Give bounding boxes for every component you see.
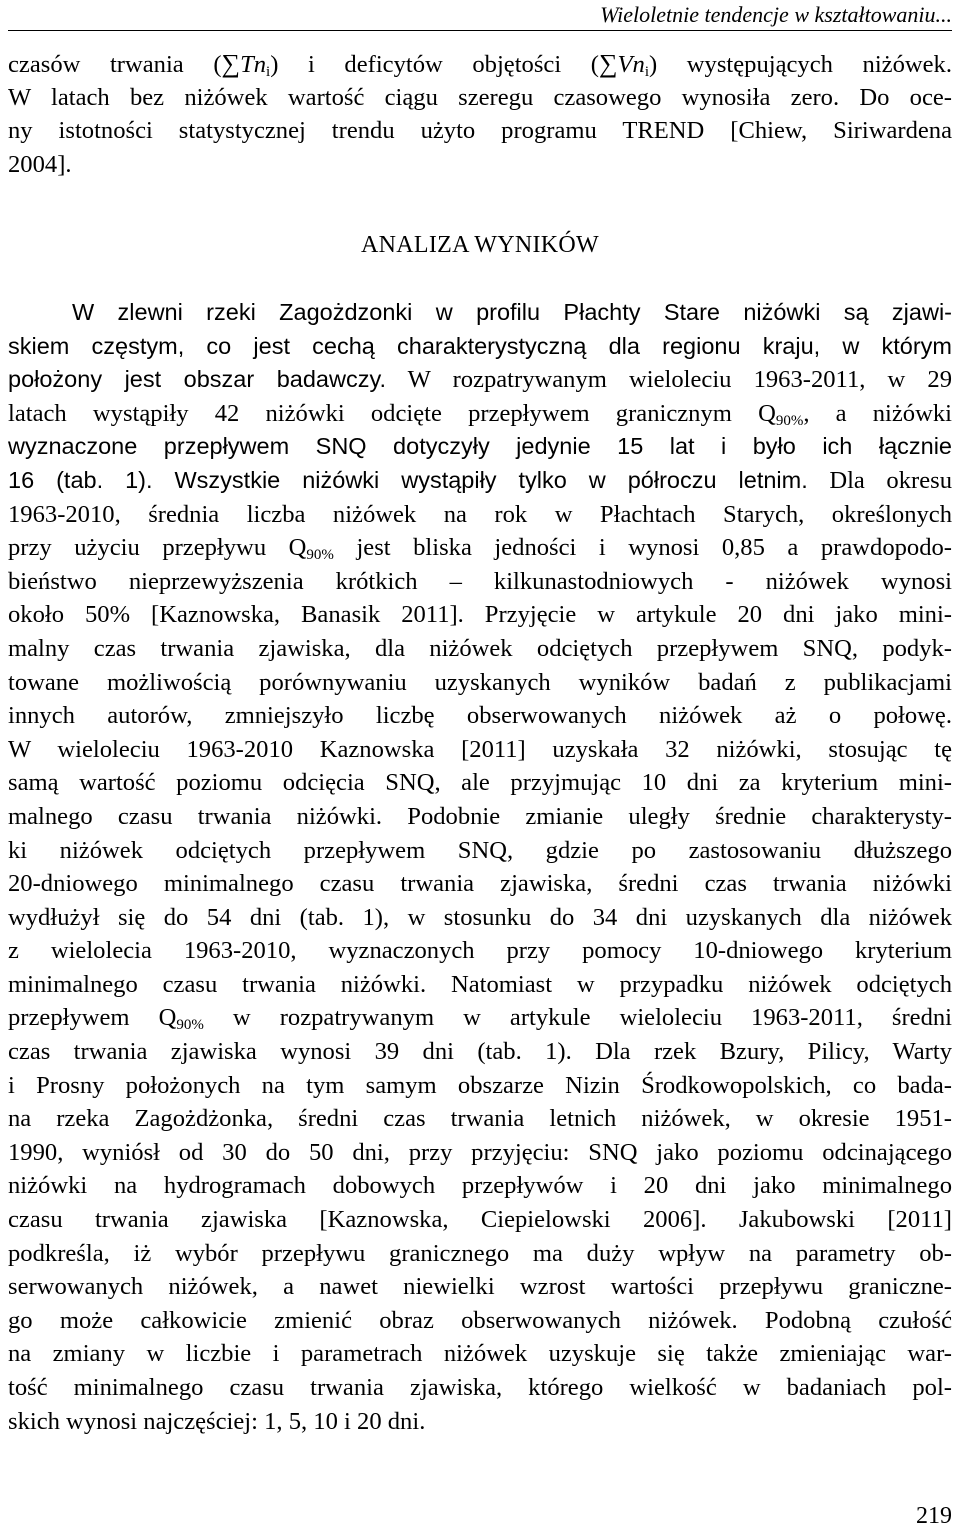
vn-subscript: i bbox=[644, 64, 649, 80]
body-line-5: wyznaczone przepływem SNQ dotyczyły jedynie 15 lat i było ich łącznie bbox=[8, 433, 952, 460]
body-line-12: towane możliwością porównywaniu uzyskanych wyników badań z publikacjami bbox=[8, 668, 952, 696]
body-line-4-text: latach wystąpiły 42 niżówki odcięte przepływem granicznym Q bbox=[8, 399, 776, 427]
body-line-2: skiem częstym, co jest cechą charakterystyczną dla regionu kraju, w którym bbox=[8, 332, 952, 359]
body-line-11: malny czas trwania zjawiska, dla niżówek odciętych przepływem SNQ, podyk- bbox=[8, 634, 952, 662]
header-rule bbox=[8, 30, 952, 31]
body-line-21: minimalnego czasu trwania niżówki. Natomiast w przypadku niżówek odciętych bbox=[8, 970, 952, 998]
intro-paragraph bbox=[8, 47, 952, 181]
body-line-14: W wieloleciu 1963-2010 Kaznowska [2011] uzyskała 32 niżówki, stosując tę bbox=[8, 735, 952, 763]
body-line-28: czasu trwania zjawiska [Kaznowska, Ciepielowski 2006]. Jakubowski [2011] bbox=[8, 1206, 952, 1234]
body-line-16: malnego czasu trwania niżówki. Podobnie zmianie uległy średnie charakterysty- bbox=[8, 802, 952, 830]
body-line-3 bbox=[8, 363, 952, 397]
body-line-20: z wielolecia 1963-2010, wyznaczonych przy pomocy 10-dniowego kryterium bbox=[8, 937, 952, 965]
intro-line-4: 2004]. bbox=[8, 150, 72, 178]
body-line-6 bbox=[8, 464, 952, 498]
body-line-32: na zmiany w liczbie i parametrach niżówek uzyskuje się także zmieniając war- bbox=[8, 1340, 952, 1368]
body-line-34: skich wynosi najczęściej: 1, 5, 10 i 20 dni. bbox=[8, 1407, 426, 1435]
body-line-8-tail: jest bliska jedności i wynosi 0,85 a prawdopodo- bbox=[333, 534, 953, 562]
intro-text-c: ) występujących niżówek. bbox=[649, 51, 952, 78]
section-heading: ANALIZA WYNIKÓW bbox=[360, 232, 599, 258]
body-line-25: na rzeka Zagożdżonka, średni czas trwania letnich niżówek, w okresie 1951- bbox=[8, 1105, 952, 1133]
tn-variable: Tn bbox=[240, 51, 267, 78]
body-line-24: i Prosny położonych na tym samym obszarze Nizin Środkowopolskich, co bada- bbox=[8, 1071, 952, 1099]
q90-subscript: 90% bbox=[775, 412, 804, 429]
intro-line-1 bbox=[8, 47, 952, 81]
body-line-26: 1990, wyniósł od 30 do 50 dni, przy przyjęciu: SNQ jako poziomu odcinającego bbox=[8, 1138, 952, 1166]
body-line-31: go może całkowicie zmienić obraz obserwowanych niżówek. Podobną czułość bbox=[8, 1306, 952, 1334]
body-line-4 bbox=[8, 397, 952, 431]
intro-line-2: W latach bez niżówek wartość ciągu szeregu czasowego wynosiła zero. Do oce- bbox=[8, 83, 952, 111]
body-line-6-serif: Dla okresu bbox=[807, 466, 952, 494]
body-line-6-sans: 16 (tab. 1). Wszystkie niżówki wystąpiły tylko w półroczu letnim. bbox=[8, 466, 808, 493]
page-number: 219 bbox=[916, 1503, 952, 1529]
sum-symbol: ∑ bbox=[598, 49, 618, 78]
body-line-8-text: przy użyciu przepływu Q bbox=[8, 534, 307, 562]
body-line-10: około 50% [Kaznowska, Banasik 2011]. Przyjęcie w artykule 20 dni jako mini- bbox=[8, 601, 952, 629]
body-line-13: innych autorów, zmniejszyło liczbę obserwowanych niżówek aż o połowę. bbox=[8, 702, 952, 730]
body-line-3-serif: W rozpatrywanym wieloleciu 1963-2011, w 29 bbox=[385, 366, 952, 394]
body-line-22 bbox=[8, 1001, 952, 1035]
body-line-23: czas trwania zjawiska wynosi 39 dni (tab. 1). Dla rzek Bzury, Pilicy, Warty bbox=[8, 1038, 952, 1066]
tn-subscript: i bbox=[266, 64, 271, 80]
intro-text-a: czasów trwania ( bbox=[8, 51, 222, 78]
body-line-18: 20-dniowego minimalnego czasu trwania zjawiska, średni czas trwania niżówki bbox=[8, 870, 952, 898]
body-line-22-text: przepływem Q bbox=[8, 1004, 177, 1032]
intro-line-3: ny istotności statystycznej trendu użyto programu TREND [Chiew, Siriwardena bbox=[8, 117, 952, 145]
body-line-17: ki niżówek odciętych przepływem SNQ, gdzie po zastosowaniu dłuższego bbox=[8, 836, 952, 864]
running-head-title: Wieloletnie tendencje w kształtowaniu... bbox=[600, 2, 952, 27]
body-line-4-tail: , a niżówki bbox=[803, 399, 952, 427]
body-line-8 bbox=[8, 531, 952, 565]
body-line-33: tość minimalnego czasu trwania zjawiska, którego wielkość w badaniach pol- bbox=[8, 1374, 952, 1401]
body-line-29: podkreśla, iż wybór przepływu granicznego ma duży wpływ na parametry ob- bbox=[8, 1239, 952, 1267]
body-line-19: wydłużył się do 54 dni (tab. 1), w stosunku do 34 dni uzyskanych dla niżówek bbox=[8, 903, 952, 931]
body-line-7: 1963-2010, średnia liczba niżówek na rok w Płachtach Starych, określonych bbox=[8, 500, 952, 528]
body-line-1: W zlewni rzeki Zagożdzonki w profilu Płachty Stare niżówki są zjawi- bbox=[72, 299, 952, 325]
body-line-30: serwowanych niżówek, a nawet niewielki wzrost wartości przepływu graniczne- bbox=[8, 1273, 952, 1301]
intro-text-b: ) i deficytów objętości ( bbox=[270, 51, 599, 78]
results-paragraph bbox=[8, 296, 952, 1438]
body-line-22-tail: w rozpatrywanym w artykule wieloleciu 1963-2011, średni bbox=[203, 1004, 953, 1032]
body-line-15: samą wartość poziomu odcięcia SNQ, ale przyjmując 10 dni za kryterium mini- bbox=[8, 769, 952, 797]
q90-subscript: 90% bbox=[176, 1017, 204, 1034]
body-line-3-sans: położony jest obszar badawczy. bbox=[8, 366, 386, 393]
vn-variable: Vn bbox=[617, 51, 645, 78]
body-line-9: bieństwo nieprzewyższenia krótkich – kilkunastodniowych - niżówek wynosi bbox=[8, 567, 952, 595]
q90-subscript: 90% bbox=[306, 547, 334, 564]
sum-symbol: ∑ bbox=[221, 49, 241, 78]
body-line-27: niżówki na hydrogramach dobowych przepływów i 20 dni jako minimalnego bbox=[8, 1172, 952, 1200]
